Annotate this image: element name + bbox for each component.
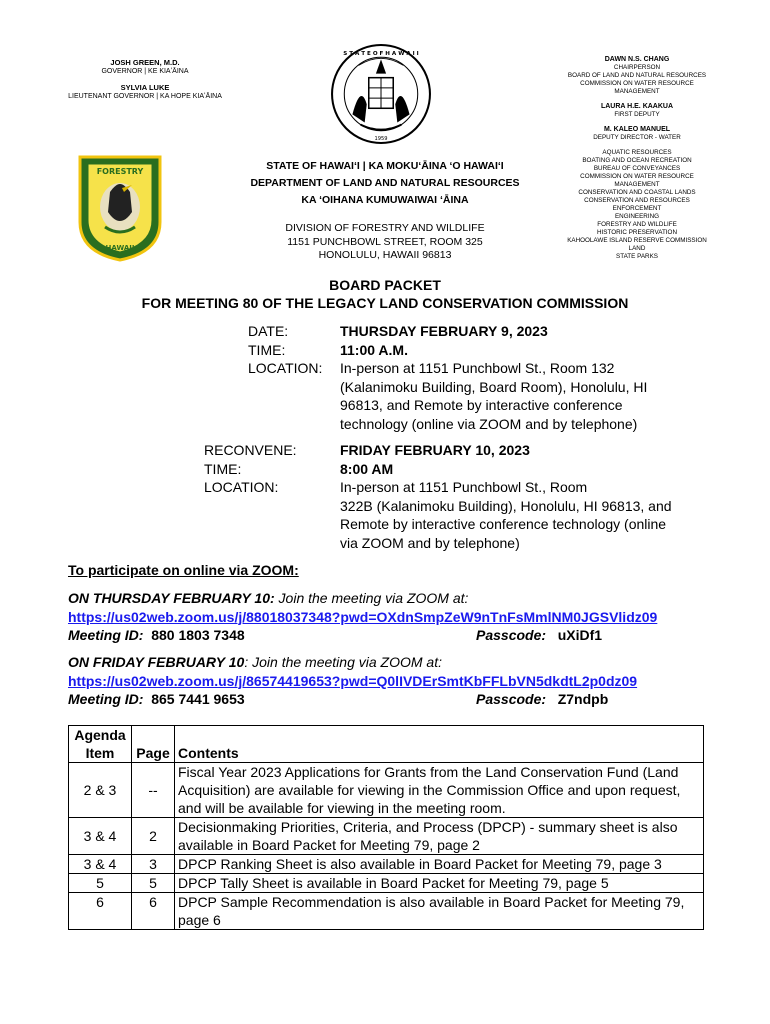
svg-text:S T A T E O F H A W A I I: S T A T E O F H A W A I I xyxy=(343,51,419,58)
location-label: LOCATION: xyxy=(248,360,323,376)
division-item: COMMISSION ON WATER RESOURCE xyxy=(580,173,694,180)
location-line: 96813, and Remote by interactive conference xyxy=(340,397,623,413)
division-city: HONOLULU, HAWAII 96813 xyxy=(318,249,452,261)
lt-governor-title: LIEUTENANT GOVERNOR | KA HOPE KIAʻĀINA xyxy=(68,93,222,100)
date-label: DATE: xyxy=(248,323,289,339)
agenda-item-cell: 3 & 4 xyxy=(69,818,132,855)
zoom-thursday-passcode: uXiDf1 xyxy=(557,627,603,643)
chair-name: DAWN N.S. CHANG xyxy=(604,56,670,63)
division-item: MANAGEMENT xyxy=(614,181,660,188)
agenda-contents-cell: DPCP Ranking Sheet is also available in Board Packet for Meeting 79, page 3 xyxy=(175,855,704,874)
agenda-item-header-line1: Agenda xyxy=(74,727,126,743)
date-value: THURSDAY FEBRUARY 9, 2023 xyxy=(340,323,548,339)
packet-title-line-1: BOARD PACKET xyxy=(329,277,441,293)
reconvene-location-line: 322B (Kalanimoku Building), Honolulu, HI 96813, and xyxy=(340,497,672,514)
division-item: ENGINEERING xyxy=(614,213,660,220)
division-item: BOATING AND OCEAN RECREATION xyxy=(582,157,692,164)
agenda-contents-cell: Fiscal Year 2023 Applications for Grants from the Land Conservation Fund (Land Acquisition) are available for viewing in the Commission Office and upon request, and will be available for viewing in the meeting room. xyxy=(175,763,704,818)
division-item: CONSERVATION AND RESOURCES xyxy=(584,197,690,204)
state-seal-icon xyxy=(330,43,432,145)
division-item: BUREAU OF CONVEYANCES xyxy=(593,165,681,172)
chair-board-3: MANAGEMENT xyxy=(614,88,660,95)
reconvene-location-line: Remote by interactive conference technology (online xyxy=(340,516,667,532)
deputy-water-title: DEPUTY DIRECTOR - WATER xyxy=(593,134,681,141)
division-street: 1151 PUNCHBOWL STREET, ROOM 325 xyxy=(287,235,483,248)
division-item: STATE PARKS xyxy=(616,253,658,260)
agenda-contents-cell: Decisionmaking Priorities, Criteria, and Process (DPCP) - summary sheet is also available in Board Packet for Meeting 79, page 2 xyxy=(175,818,704,855)
time-label: TIME: xyxy=(248,341,286,358)
division-name: DIVISION OF FORESTRY AND WILDLIFE xyxy=(285,222,485,234)
zoom-friday-meeting-id-label: Meeting ID xyxy=(68,691,139,707)
zoom-friday xyxy=(68,653,708,709)
zoom-heading: To participate on online via ZOOM: xyxy=(68,562,299,578)
agenda-item-cell: 6 xyxy=(69,893,132,930)
first-deputy-name: LAURA H.E. KAAKUA xyxy=(600,103,674,110)
reconvene-label: RECONVENE: xyxy=(204,442,297,458)
agenda-page-cell: 6 xyxy=(132,893,175,930)
zoom-friday-intro-text: : Join the meeting via ZOOM at: xyxy=(244,654,442,670)
zoom-friday-credentials: Meeting ID: 865 7441 9653 Passcode: Z7ndpb xyxy=(68,691,609,707)
agenda-item-cell: 5 xyxy=(69,874,132,893)
chair-title: CHAIRPERSON xyxy=(613,64,661,71)
reconvene-schedule xyxy=(0,441,770,561)
forestry-wildlife-logo-icon xyxy=(70,152,170,262)
division-item: CONSERVATION AND COASTAL LANDS xyxy=(578,189,696,196)
table-row xyxy=(69,893,704,930)
location-line: technology (online via ZOOM and by telephone) xyxy=(340,415,638,432)
reconvene-date: FRIDAY FEBRUARY 10, 2023 xyxy=(340,442,530,458)
agenda-contents-cell: DPCP Tally Sheet is available in Board Packet for Meeting 79, page 5 xyxy=(175,874,704,893)
zoom-friday-intro xyxy=(68,653,708,672)
packet-title xyxy=(60,276,710,312)
table-row xyxy=(69,818,704,855)
time-value: 11:00 A.M. xyxy=(340,341,408,358)
agenda-item-header-line2: Item xyxy=(85,745,115,761)
zoom-thursday-intro-text: Join the meeting via ZOOM at: xyxy=(274,590,469,606)
agenda-page-header: Page xyxy=(132,726,175,763)
header-right-officials xyxy=(562,56,712,261)
table-row xyxy=(69,855,704,874)
division-item: KAHOOLAWE ISLAND RESERVE COMMISSION xyxy=(567,237,707,244)
packet-title-line-2: FOR MEETING 80 OF THE LEGACY LAND CONSERVATION COMMISSION xyxy=(141,295,629,311)
reconvene-location-line: via ZOOM and by telephone) xyxy=(340,534,520,551)
zoom-friday-link[interactable]: https://us02web.zoom.us/j/86574419653?pwd=Q0lIVDErSmtKbFFLbVN5dkdtL2p0dz09 xyxy=(68,672,638,689)
zoom-thursday-meeting-id-label: Meeting ID xyxy=(68,627,139,643)
zoom-friday-meeting-id: 865 7441 9653 xyxy=(151,691,245,707)
lt-governor-name: SYLVIA LUKE xyxy=(120,83,170,92)
division-item: AQUATIC RESOURCES xyxy=(602,149,672,156)
agenda-page-cell: 2 xyxy=(132,818,175,855)
agenda-item-header xyxy=(69,726,132,763)
meeting-schedule xyxy=(0,322,770,442)
division-item: ENFORCEMENT xyxy=(612,205,662,212)
department-hawaiian-line: KA ʻOIHANA KUMUWAIWAI ʻĀINA xyxy=(301,194,469,206)
agenda-page-cell: -- xyxy=(132,763,175,818)
zoom-friday-passcode: Z7ndpb xyxy=(557,691,609,707)
division-item: FORESTRY AND WILDLIFE xyxy=(597,221,677,228)
zoom-thursday-day: ON THURSDAY FEBRUARY 10: xyxy=(68,590,275,606)
department-line: DEPARTMENT OF LAND AND NATURAL RESOURCES xyxy=(250,177,520,189)
svg-text:HAWAII: HAWAII xyxy=(105,244,135,252)
division-item: LAND xyxy=(628,245,646,252)
agenda-contents-header: Contents xyxy=(175,726,704,763)
first-deputy-title: FIRST DEPUTY xyxy=(614,111,660,118)
zoom-thursday-intro xyxy=(68,589,708,608)
division-address xyxy=(250,222,520,263)
agenda-header-row xyxy=(69,726,704,763)
location-line: In-person at 1151 Punchbowl St., Room 132 xyxy=(340,360,615,376)
agenda-page-cell: 5 xyxy=(132,874,175,893)
zoom-thursday-link[interactable]: https://us02web.zoom.us/j/88018037348?pwd=OXdnSmpZeW9nTnFsMmlNM0JGSVlidz09 xyxy=(68,608,658,625)
zoom-thursday xyxy=(68,589,708,645)
division-list xyxy=(562,149,712,261)
header-left-officials xyxy=(60,58,230,101)
zoom-thursday-credentials: Meeting ID: 880 1803 7348 Passcode: uXiDf1 xyxy=(68,627,603,643)
governor-name: JOSH GREEN, M.D. xyxy=(110,58,180,67)
chair-board-1: BOARD OF LAND AND NATURAL RESOURCES xyxy=(567,72,707,79)
state-line: STATE OF HAWAIʻI | KA MOKUʻĀINA ʻO HAWAIʻI xyxy=(266,160,504,172)
agenda-contents-cell: DPCP Sample Recommendation is also available in Board Packet for Meeting 79, page 6 xyxy=(175,893,704,930)
agenda-item-cell: 2 & 3 xyxy=(69,763,132,818)
location-line: (Kalanimoku Building, Board Room), Honolulu, HI xyxy=(340,378,648,395)
zoom-thursday-meeting-id: 880 1803 7348 xyxy=(151,627,245,643)
agenda-item-cell: 3 & 4 xyxy=(69,855,132,874)
reconvene-location-line: In-person at 1151 Punchbowl St., Room xyxy=(340,479,588,495)
reconvene-location-label: LOCATION: xyxy=(204,479,279,495)
reconvene-time-value: 8:00 AM xyxy=(340,460,394,477)
table-row xyxy=(69,874,704,893)
zoom-friday-passcode-label: Passcode xyxy=(476,691,542,707)
chair-board-2: COMMISSION ON WATER RESOURCE xyxy=(580,80,694,87)
svg-text:FORESTRY: FORESTRY xyxy=(96,167,144,176)
deputy-water-name: M. KALEO MANUEL xyxy=(603,126,671,133)
svg-text:1959: 1959 xyxy=(374,135,388,142)
zoom-friday-day: ON FRIDAY FEBRUARY 10 xyxy=(68,654,245,670)
department-title xyxy=(225,158,545,209)
governor-title: GOVERNOR | KE KIAʻĀINA xyxy=(101,68,189,75)
agenda-table xyxy=(68,725,704,930)
reconvene-time-label: TIME: xyxy=(204,460,242,477)
zoom-thursday-passcode-label: Passcode xyxy=(476,627,542,643)
division-item: HISTORIC PRESERVATION xyxy=(596,229,677,236)
table-row xyxy=(69,763,704,818)
agenda-page-cell: 3 xyxy=(132,855,175,874)
